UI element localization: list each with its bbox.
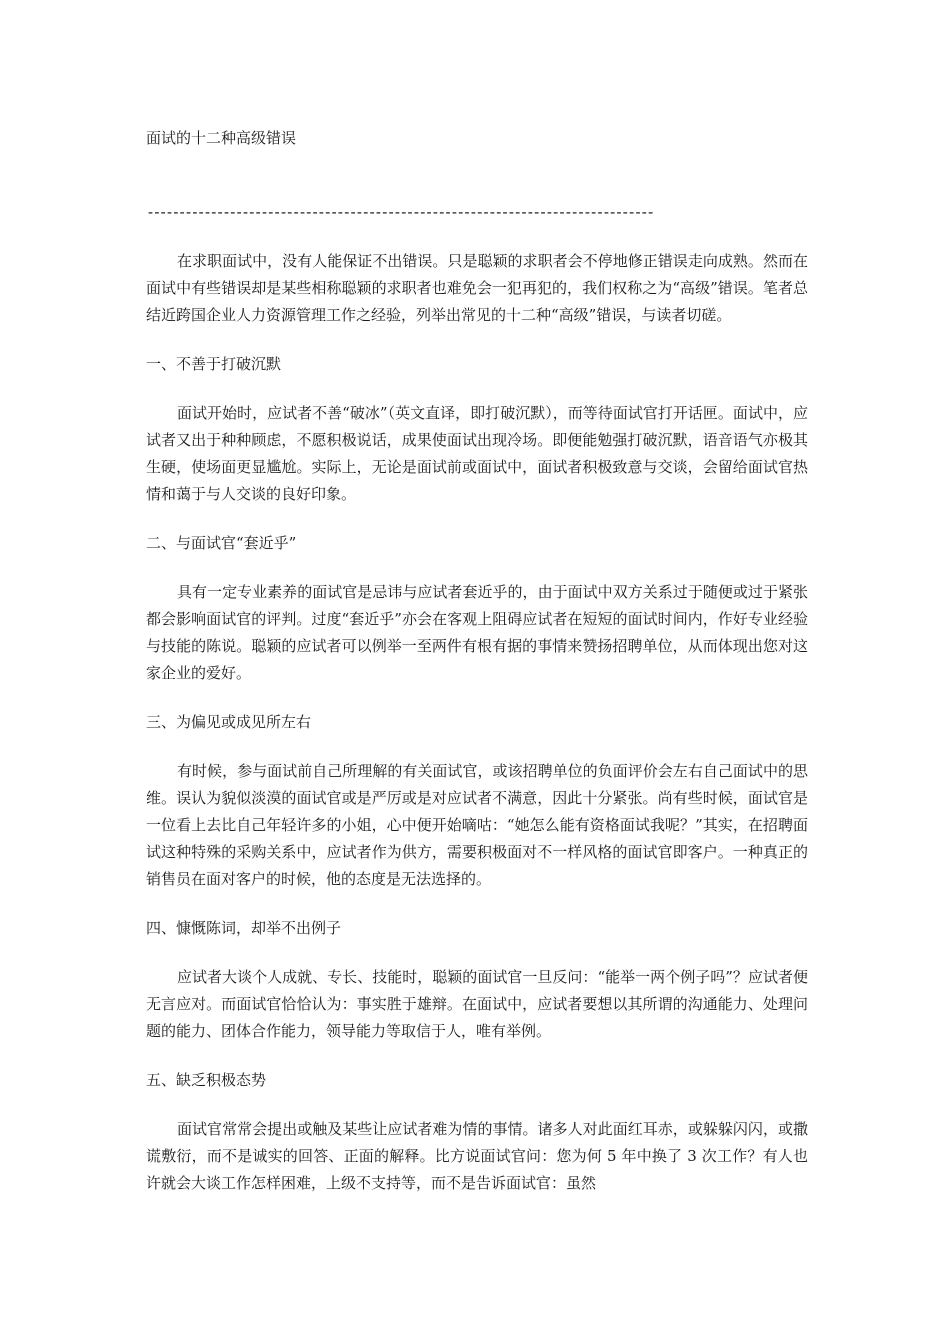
separator-line: -------------------------------------------------------------------------------- xyxy=(146,203,653,221)
section-heading-1: 一、不善于打破沉默 xyxy=(146,355,282,373)
section-paragraph-3: 有时候，参与面试前自己所理解的有关面试官，或该招聘单位的负面评价会左右自己面试中的思维。误认为貌似淡漠的面试官或是严厉或是对应试者不满意，因此十分紧张。尚有些时候，面试官是一位看上去比自己年轻许多的小姐，心中便开始嘀咕：“她怎么能有资格面试我呢？”其实，在招聘面试这种特殊的采购关系中，应试者作为供方，需要积极面对不一样风格的面试官即客户。一种真正的销售员在面对客户的时候，他的态度是无法选择的。 xyxy=(146,762,808,888)
intro-paragraph: 在求职面试中，没有人能保证不出错误。只是聪颖的求职者会不停地修正错误走向成熟。然而在面试中有些错误却是某些相称聪颖的求职者也难免会一犯再犯的，我们权称之为“高级”错误。笔者总结近跨国企业人力资源管理工作之经验，列举出常见的十二种“高级”错误，与读者切磋。 xyxy=(146,252,808,324)
section-heading-4: 四、慷慨陈词，却举不出例子 xyxy=(146,919,342,937)
section-heading-5: 五、缺乏积极态势 xyxy=(146,1071,267,1089)
section-paragraph-4: 应试者大谈个人成就、专长、技能时，聪颖的面试官一旦反问：“能举一两个例子吗”？应试者便无言应对。而面试官恰恰认为：事实胜于雄辩。在面试中，应试者要想以其所谓的沟通能力、处理问题的能力、团体合作能力，领导能力等取信于人，唯有举例。 xyxy=(146,968,808,1040)
document-title: 面试的十二种高级错误 xyxy=(146,129,297,147)
section-paragraph-2: 具有一定专业素养的面试官是忌讳与应试者套近乎的，由于面试中双方关系过于随便或过于紧张都会影响面试官的评判。过度“套近乎”亦会在客观上阻碍应试者在短短的面试时间内，作好专业经验与技能的陈说。聪颖的应试者可以例举一至两件有根有据的事情来赞扬招聘单位，从而体现出您对这家企业的爱好。 xyxy=(146,583,808,682)
section-paragraph-5: 面试官常常会提出或触及某些让应试者难为情的事情。诸多人对此面红耳赤，或躲躲闪闪，或撒谎敷衍，而不是诚实的回答、正面的解释。比方说面试官问：您为何 5 年中换了 3 次工作？有人也许就会大谈工作怎样困难，上级不支持等，而不是告诉面试官：虽然 xyxy=(146,1120,808,1192)
section-heading-3: 三、为偏见或成见所左右 xyxy=(146,713,312,731)
section-paragraph-1: 面试开始时，应试者不善“破冰”（英文直译，即打破沉默），而等待面试官打开话匣。面试中，应试者又出于种种顾虑，不愿积极说话，成果使面试出现冷场。即便能勉强打破沉默，语音语气亦极其生硬，使场面更显尴尬。实际上，无论是面试前或面试中，面试者积极致意与交谈，会留给面试官热情和蔼于与人交谈的良好印象。 xyxy=(146,404,808,503)
document-body xyxy=(146,248,808,1197)
section-heading-2: 二、与面试官“套近乎” xyxy=(146,534,297,552)
